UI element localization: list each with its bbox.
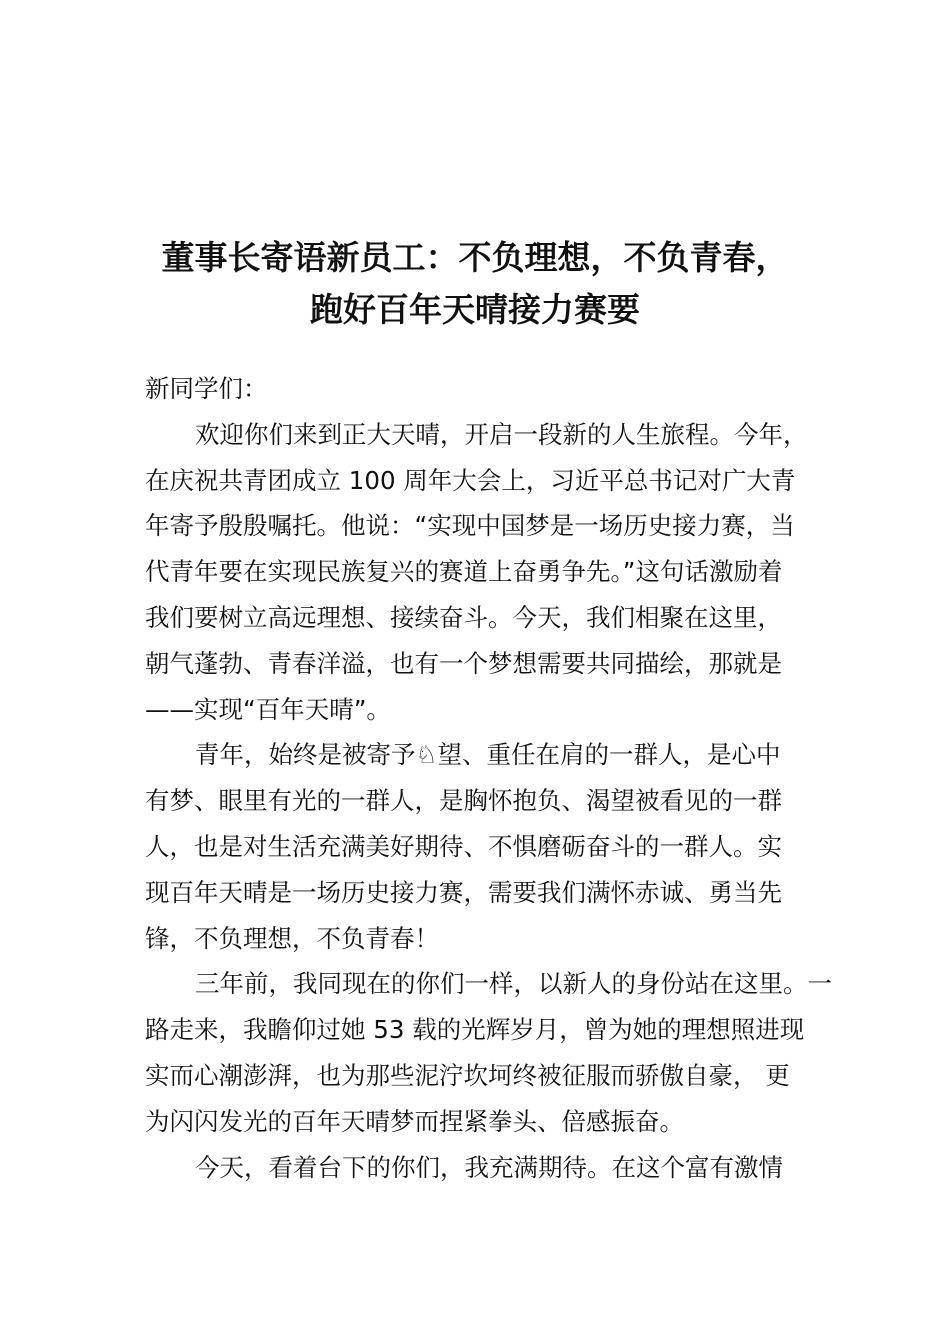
paragraph-1 — [145, 412, 835, 733]
paragraph-line: 欢迎你们来到正大天晴，开启一段新的人生旅程。今年， — [195, 419, 808, 449]
paragraph-line: 路走来，我瞻仰过她 53 载的光辉岁月，曾为她的理想照进现 — [145, 1015, 805, 1045]
paragraph-line: 朝气蓬勃、青春洋溢，也有一个梦想需要共同描绘，那就是 — [145, 648, 782, 678]
document-body — [145, 366, 835, 1190]
paragraph-line: 在庆祝共青团成立 100 周年大会上，习近平总书记对广大青 — [145, 465, 796, 495]
paragraph-line: 人，也是对生活充满美好期待、不惧磨砺奋斗的一群人。实 — [145, 831, 782, 861]
paragraph-line: 实而心潮澎湃，也为那些泥泞坎坷终被征服而骄傲自豪， 更 — [145, 1060, 790, 1090]
paragraph-3 — [145, 961, 835, 1144]
paragraph-line: 青年，始终是被寄予♘望、重任在肩的一群人，是心中 — [195, 740, 781, 770]
paragraph-2 — [145, 732, 835, 961]
paragraph-line: 代青年要在实现民族复兴的赛道上奋勇争先。”这句话激励着 — [145, 557, 783, 587]
paragraph-line: 有梦、眼里有光的一群人，是胸怀抱负、渴望被看见的一群 — [145, 786, 782, 816]
paragraph-line: 三年前，我同现在的你们一样，以新人的身份站在这里。一 — [195, 969, 832, 999]
paragraph-4 — [145, 1145, 835, 1191]
paragraph-line: 锋，不负理想，不负青春！ — [145, 923, 439, 953]
title-line-1: 董事长寄语新员工：不负理想，不负青春， — [161, 238, 789, 277]
paragraph-line: ——实现“百年天晴”。 — [145, 694, 391, 724]
paragraph-line: 年寄予殷殷嘱托。他说：“实现中国梦是一场历史接力赛，当 — [145, 511, 795, 541]
salutation: 新同学们： — [145, 374, 268, 403]
title-line-2: 跑好百年天晴接力赛要 — [310, 290, 640, 329]
paragraph-line: 我们要树立高远理想、接续奋斗。今天，我们相聚在这里， — [145, 602, 782, 632]
paragraph-line: 今天，看着台下的你们，我充满期待。在这个富有激情 — [195, 1152, 783, 1182]
paragraph-line: 为闪闪发光的百年天晴梦而捏紧拳头、倍感振奋。 — [145, 1106, 684, 1136]
paragraph-line: 现百年天晴是一场历史接力赛，需要我们满怀赤诚、勇当先 — [145, 877, 782, 907]
document-title — [100, 232, 850, 336]
